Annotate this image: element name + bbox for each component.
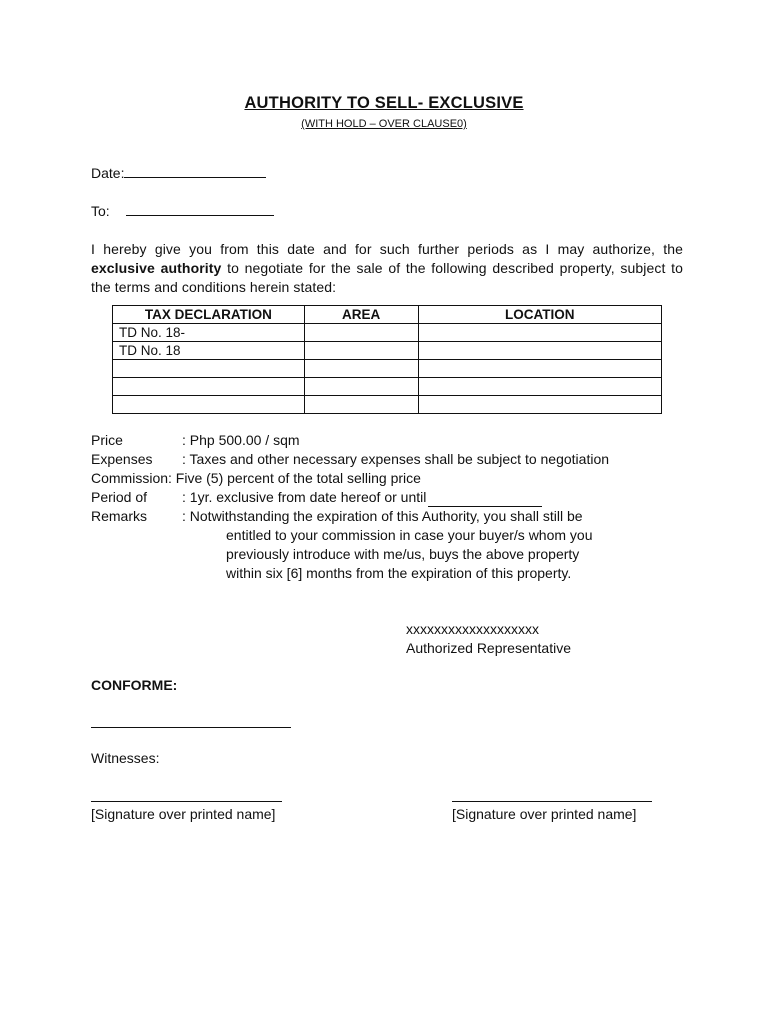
remarks-continuation-2: previously introduce with me/us, buys the above property [226, 546, 580, 562]
property-table [112, 305, 662, 414]
commission-row [91, 469, 609, 488]
table-cell [304, 396, 418, 414]
conforme-signature-line [91, 727, 291, 728]
table-cell [418, 324, 662, 342]
table-cell: TD No. 18 [113, 342, 305, 360]
document-title: AUTHORITY TO SELL- EXCLUSIVE [244, 94, 524, 112]
table-cell [113, 378, 305, 396]
period-row [91, 488, 609, 507]
representative-title: Authorized Representative [406, 640, 571, 656]
price-value: : Php 500.00 / sqm [182, 432, 300, 448]
table-cell [304, 360, 418, 378]
table-row [113, 378, 662, 396]
table-cell: TD No. 18- [113, 324, 305, 342]
terms-section [91, 431, 609, 583]
remarks-continuation-3: within six [6] months from the expiration of this property. [226, 565, 572, 581]
table-row [113, 396, 662, 414]
header-tax-declaration: TAX DECLARATION [113, 306, 305, 324]
to-label: To: [91, 203, 110, 219]
intro-text-1: I hereby give you from this date and for such further periods as I may authorize, the [91, 241, 683, 257]
document-subtitle: (WITH HOLD – OVER CLAUSE0) [301, 118, 467, 130]
header-area: AREA [304, 306, 418, 324]
date-blank-line [124, 177, 266, 178]
intro-paragraph [91, 240, 683, 297]
table-cell [304, 378, 418, 396]
table-cell [418, 360, 662, 378]
witness-left-signature-line [91, 801, 282, 802]
table-cell [304, 324, 418, 342]
date-field [91, 165, 266, 181]
period-blank-line [428, 488, 542, 507]
date-label: Date: [91, 165, 125, 181]
witness-right-signature-line [452, 801, 652, 802]
period-label: Period of [91, 489, 148, 505]
representative-block [406, 620, 571, 658]
representative-name: xxxxxxxxxxxxxxxxxxx [406, 621, 539, 637]
header-location: LOCATION [418, 306, 662, 324]
table-cell [418, 378, 662, 396]
period-value: : 1yr. exclusive from date hereof or until [182, 489, 427, 505]
expenses-row [91, 450, 609, 469]
intro-bold-text: exclusive authority [91, 260, 222, 276]
witnesses-label: Witnesses: [91, 750, 160, 766]
table-cell [418, 396, 662, 414]
to-field [91, 203, 274, 219]
table-cell [418, 342, 662, 360]
table-cell [304, 342, 418, 360]
price-label: Price [91, 432, 123, 448]
remarks-continuation-1: entitled to your commission in case your buyer/s whom you [226, 527, 593, 543]
table-row [113, 360, 662, 378]
table-cell [113, 396, 305, 414]
remarks-row [91, 507, 609, 526]
conforme-label: CONFORME: [91, 677, 178, 693]
witness-right-caption: [Signature over printed name] [452, 806, 637, 822]
intro-text-2: to negotiate for the sale of the following described property, subject to the terms and conditions herein stated: [91, 260, 683, 295]
table-row [113, 342, 662, 360]
table-cell [113, 360, 305, 378]
table-header-row [113, 306, 662, 324]
table-row [113, 324, 662, 342]
remarks-value: : Notwithstanding the expiration of this Authority, you shall still be [182, 508, 583, 524]
expenses-label: Expenses [91, 451, 153, 467]
remarks-label: Remarks [91, 508, 148, 524]
expenses-value: : Taxes and other necessary expenses shall be subject to negotiation [182, 451, 610, 467]
witness-left-caption: [Signature over printed name] [91, 806, 276, 822]
commission-text: Commission: Five (5) percent of the total selling price [91, 470, 421, 486]
to-blank-line [126, 215, 274, 216]
price-row [91, 431, 609, 450]
